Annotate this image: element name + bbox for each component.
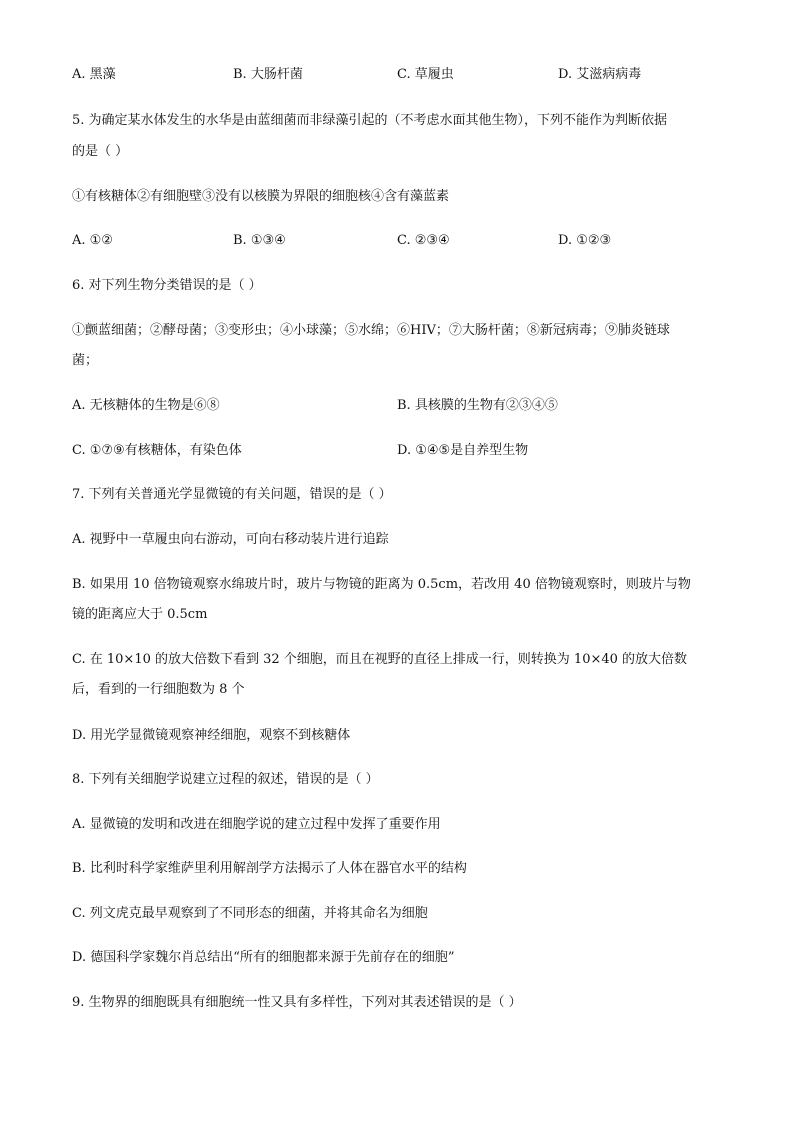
q5-option-b: B. ①③④ (233, 233, 286, 248)
q8-stem: 8. 下列有关细胞学说建立过程的叙述，错误的是（ ） (72, 772, 379, 787)
q5-option-d: D. ①②③ (558, 233, 612, 248)
q7-option-b-line1: B. 如果用 10 倍物镜观察水绵玻片时，玻片与物镜的距离为 0.5cm，若改用 40 倍物镜观察时，则玻片与物 (72, 577, 691, 592)
q8-option-d: D. 德国科学家魏尔肖总结出“所有的细胞都来源于先前存在的细胞” (72, 950, 455, 965)
q5-option-c: C. ②③④ (397, 233, 450, 248)
q8-option-c: C. 列文虎克最早观察到了不同形态的细菌，并将其命名为细胞 (72, 906, 428, 921)
q6-option-b: B. 具核膜的生物有②③④⑤ (397, 398, 558, 413)
q6-stem: 6. 对下列生物分类错误的是（ ） (72, 278, 262, 293)
q9-stem: 9. 生物界的细胞既具有细胞统一性又具有多样性，下列对其表述错误的是（ ） (72, 995, 522, 1010)
q4-option-c: C. 草履虫 (397, 67, 454, 82)
q6-items-line1: ①颤蓝细菌；②酵母菌；③变形虫；④小球藻；⑤水绵；⑥HIV；⑦大肠杆菌；⑧新冠病毒；⑨肺炎链球 (72, 323, 670, 338)
q7-option-a: A. 视野中一草履虫向右游动，可向右移动装片进行追踪 (72, 532, 389, 547)
q6-option-a: A. 无核糖体的生物是⑥⑧ (72, 398, 220, 413)
q7-option-c-line2: 后，看到的一行细胞数为 8 个 (72, 682, 245, 697)
q4-option-a: A. 黑藻 (72, 67, 116, 82)
q8-option-a: A. 显微镜的发明和改进在细胞学说的建立过程中发挥了重要作用 (72, 817, 441, 832)
q4-option-b: B. 大肠杆菌 (233, 67, 303, 82)
q6-option-c: C. ①⑦⑨有核糖体，有染色体 (72, 443, 242, 458)
q5-items: ①有核糖体②有细胞壁③没有以核膜为界限的细胞核④含有藻蓝素 (72, 189, 450, 204)
q5-stem-line1: 5. 为确定某水体发生的水华是由蓝细菌而非绿藻引起的（不考虑水面其他生物），下列不能作为判断依据 (72, 113, 668, 128)
q7-option-b-line2: 镜的距离应大于 0.5cm (72, 607, 208, 622)
q7-option-d: D. 用光学显微镜观察神经细胞，观察不到核糖体 (72, 728, 351, 743)
q7-stem: 7. 下列有关普通光学显微镜的有关问题，错误的是（ ） (72, 487, 392, 502)
q5-option-a: A. ①② (72, 233, 113, 248)
q4-option-d: D. 艾滋病病毒 (558, 67, 642, 82)
q5-stem-line2: 的是（ ） (72, 144, 129, 159)
q6-option-d: D. ①④⑤是自养型生物 (397, 443, 529, 458)
q8-option-b: B. 比利时科学家维萨里利用解剖学方法揭示了人体在器官水平的结构 (72, 861, 467, 876)
q6-items-line2: 菌； (72, 353, 99, 368)
q7-option-c-line1: C. 在 10×10 的放大倍数下看到 32 个细胞，而且在视野的直径上排成一行，则转换为 10×40 的放大倍数 (72, 652, 688, 667)
